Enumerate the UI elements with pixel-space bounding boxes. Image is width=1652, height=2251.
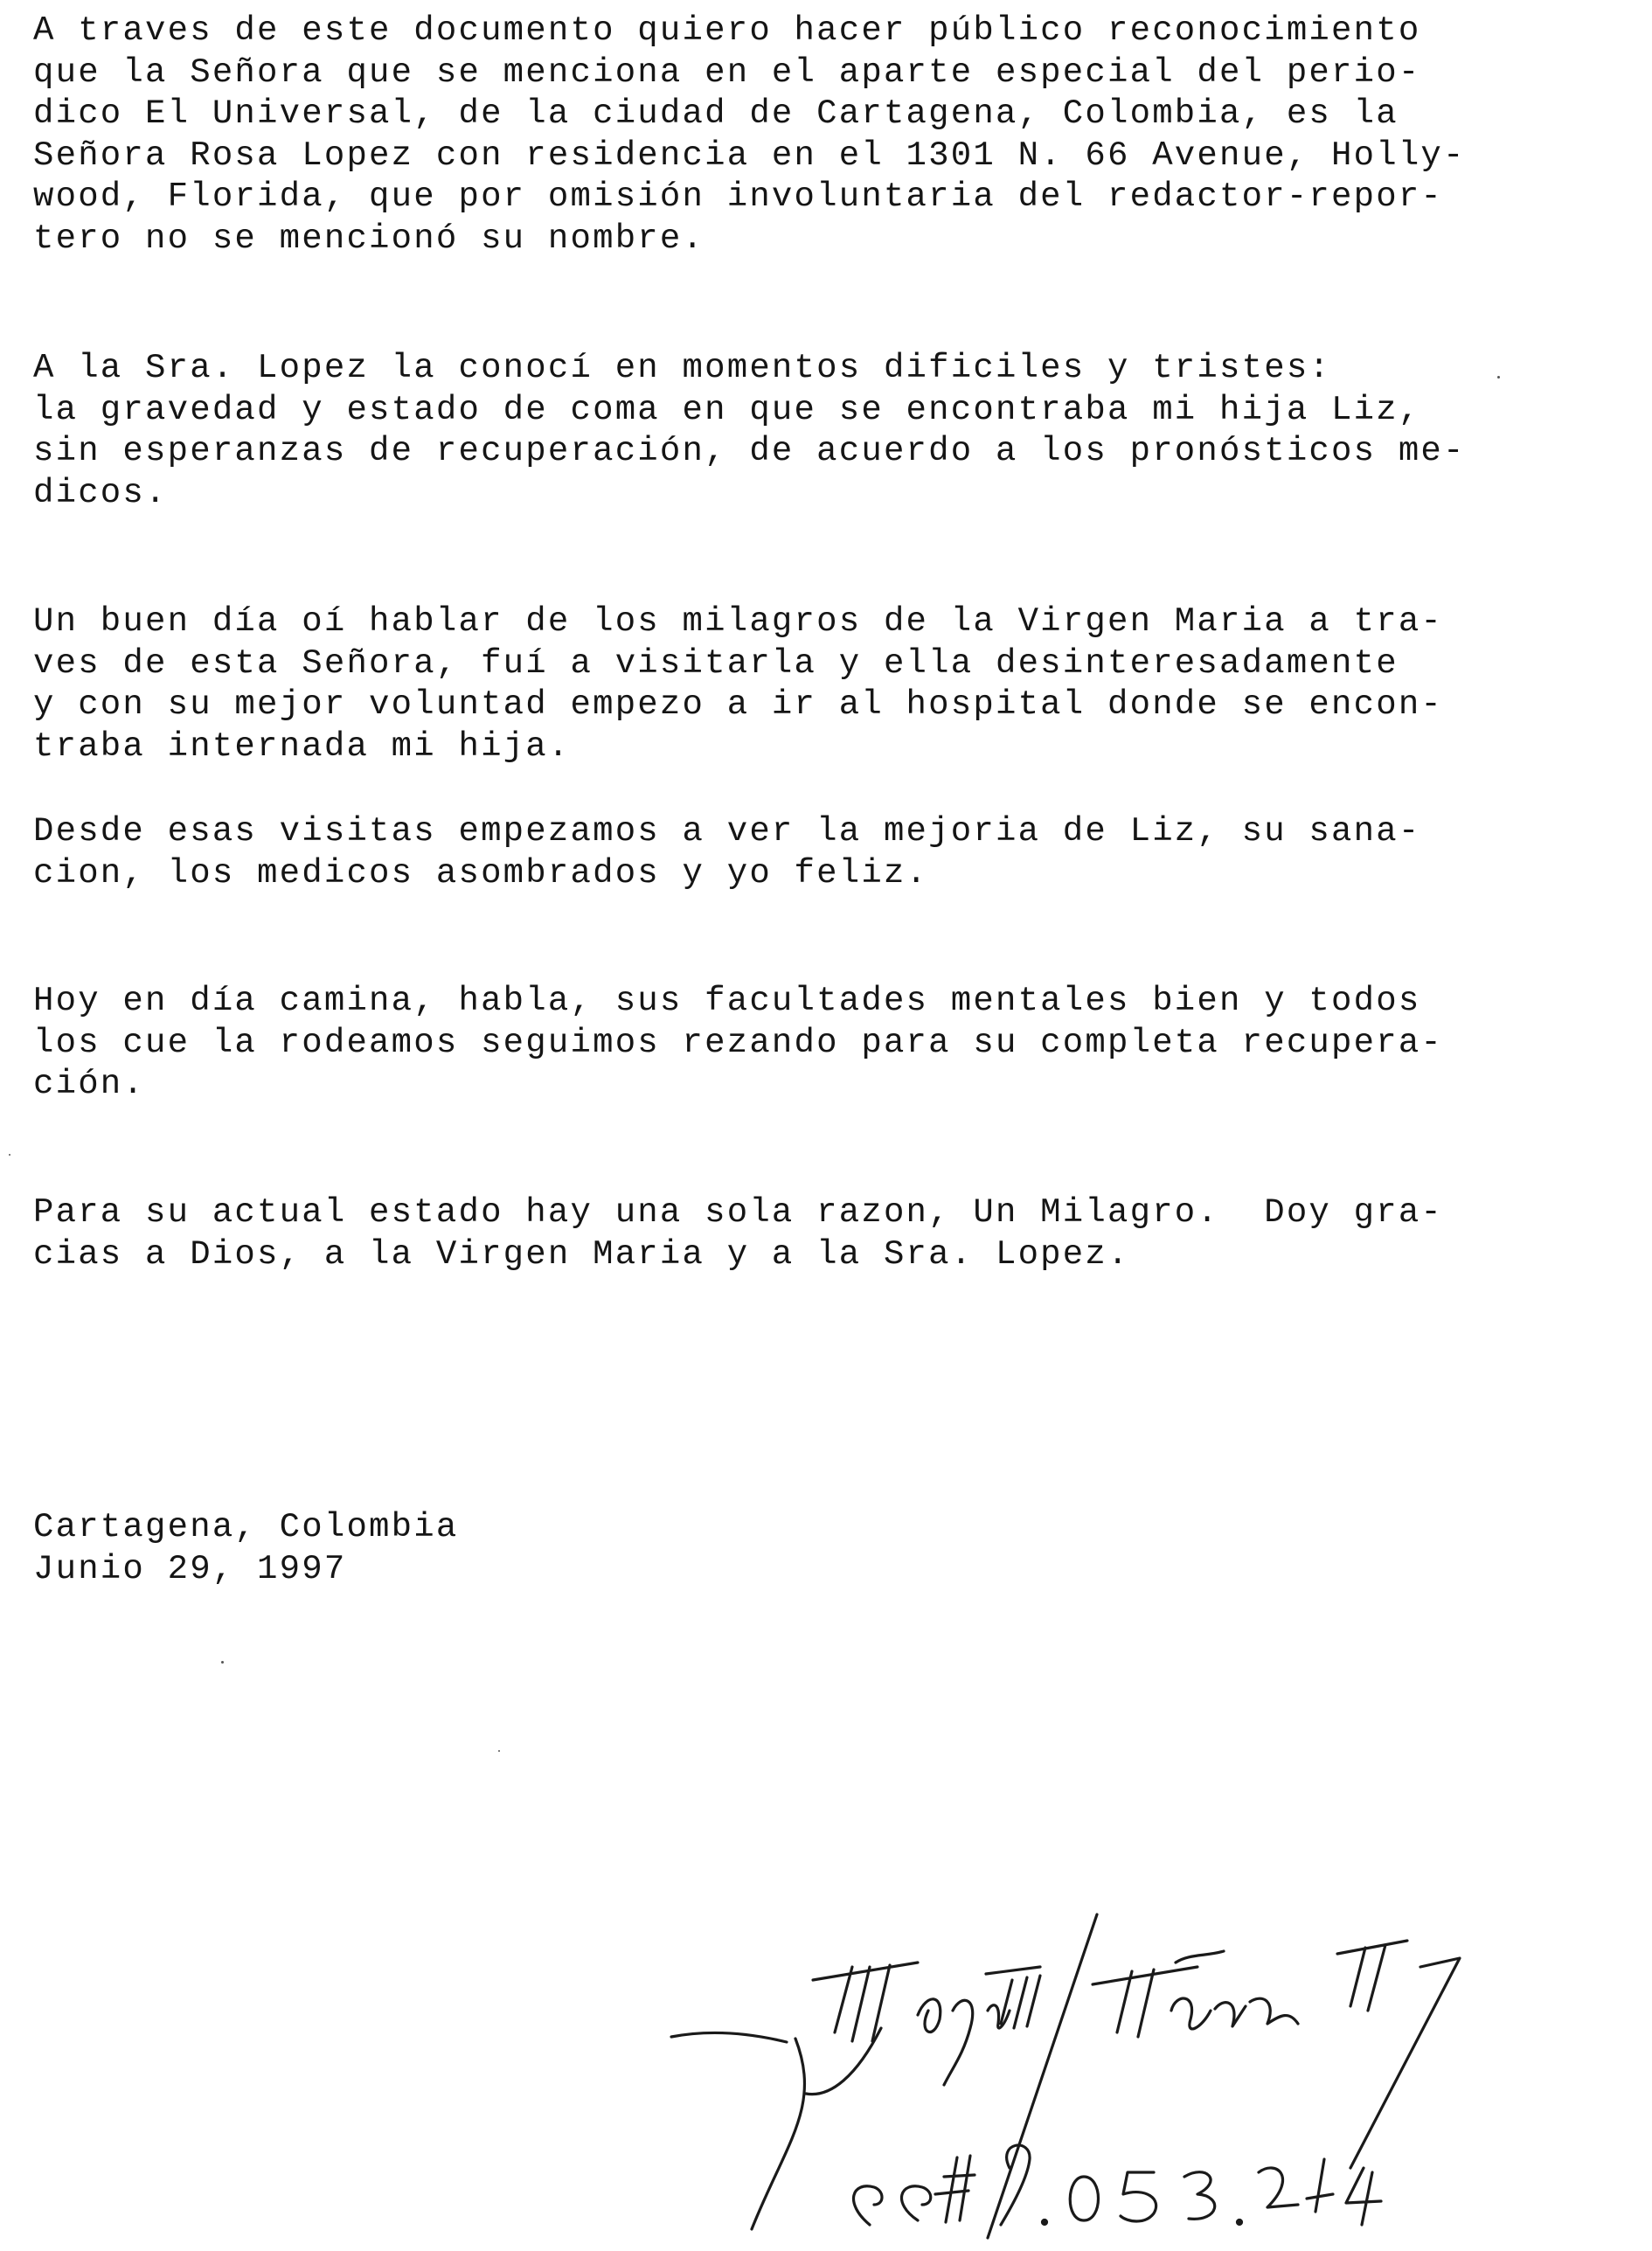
paragraph-6 [33,1192,1633,1275]
paragraph-3-line-1: Un buen día oí hablar de los milagros de la Virgen Maria a tra- [33,602,1444,641]
paragraph-2-line-4: dicos. [33,473,168,512]
paragraph-1-line-1: A traves de este documento quiero hacer público reconocimiento [33,11,1421,50]
paragraph-6-line-1: Para su actual estado hay una sola razon, Un Milagro. Doy gra- [33,1193,1444,1232]
paragraph-4-line-2: cion, los medicos asombrados y yo feliz. [33,853,929,893]
paragraph-1-line-3: dico El Universal, de la ciudad de Cartagena, Colombia, es la [33,94,1399,133]
paragraph-1-line-5: wood, Florida, que por omisión involuntaria del redactor-repor- [33,177,1444,216]
handwritten-signature [656,1879,1635,2247]
scan-speck [498,1750,500,1752]
paragraph-2 [33,348,1633,514]
scan-speck [9,1154,10,1156]
scan-speck [221,1661,224,1664]
letter-place: Cartagena, Colombia [33,1508,459,1546]
paragraph-1 [33,10,1633,260]
paragraph-5-line-1: Hoy en día camina, habla, sus facultades mentales bien y todos [33,982,1421,1020]
paragraph-3-line-2: ves de esta Señora, fuí a visitarla y ella desinteresadamente [33,643,1399,683]
paragraph-2-line-3: sin esperanzas de recuperación, de acuerdo a los pronósticos me- [33,432,1466,470]
signature-drawing [656,1879,1635,2247]
paragraph-5-line-3: ción. [33,1065,146,1103]
scan-speck [1497,376,1500,379]
paragraph-3-line-4: traba internada mi hija. [33,726,571,766]
place-and-date [33,1507,1633,1590]
paragraph-3-line-3: y con su mejor voluntad empezo a ir al hospital donde se encon- [33,685,1444,724]
paragraph-5 [33,981,1633,1106]
paragraph-2-line-1: A la Sra. Lopez la conocí en momentos dificiles y tristes: [33,349,1332,387]
paragraph-4-line-1: Desde esas visitas empezamos a ver la mejoria de Liz, su sana- [33,812,1421,851]
paragraph-1-line-4: Señora Rosa Lopez con residencia en el 1301 N. 66 Avenue, Holly- [33,135,1466,175]
paragraph-1-line-2: que la Señora que se menciona en el aparte especial del perio- [33,52,1421,92]
paragraph-5-line-2: los cue la rodeamos seguimos rezando para su completa recupera- [33,1023,1444,1062]
paragraph-1-line-6: tero no se mencionó su nombre. [33,219,705,258]
paragraph-2-line-2: la gravedad y estado de coma en que se encontraba mi hija Liz, [33,390,1421,429]
letter-date: Junio 29, 1997 [33,1549,347,1588]
paragraph-3 [33,601,1633,768]
paragraph-4 [33,811,1633,894]
paragraph-6-line-2: cias a Dios, a la Virgen Maria y a la Sra. Lopez. [33,1234,1130,1274]
